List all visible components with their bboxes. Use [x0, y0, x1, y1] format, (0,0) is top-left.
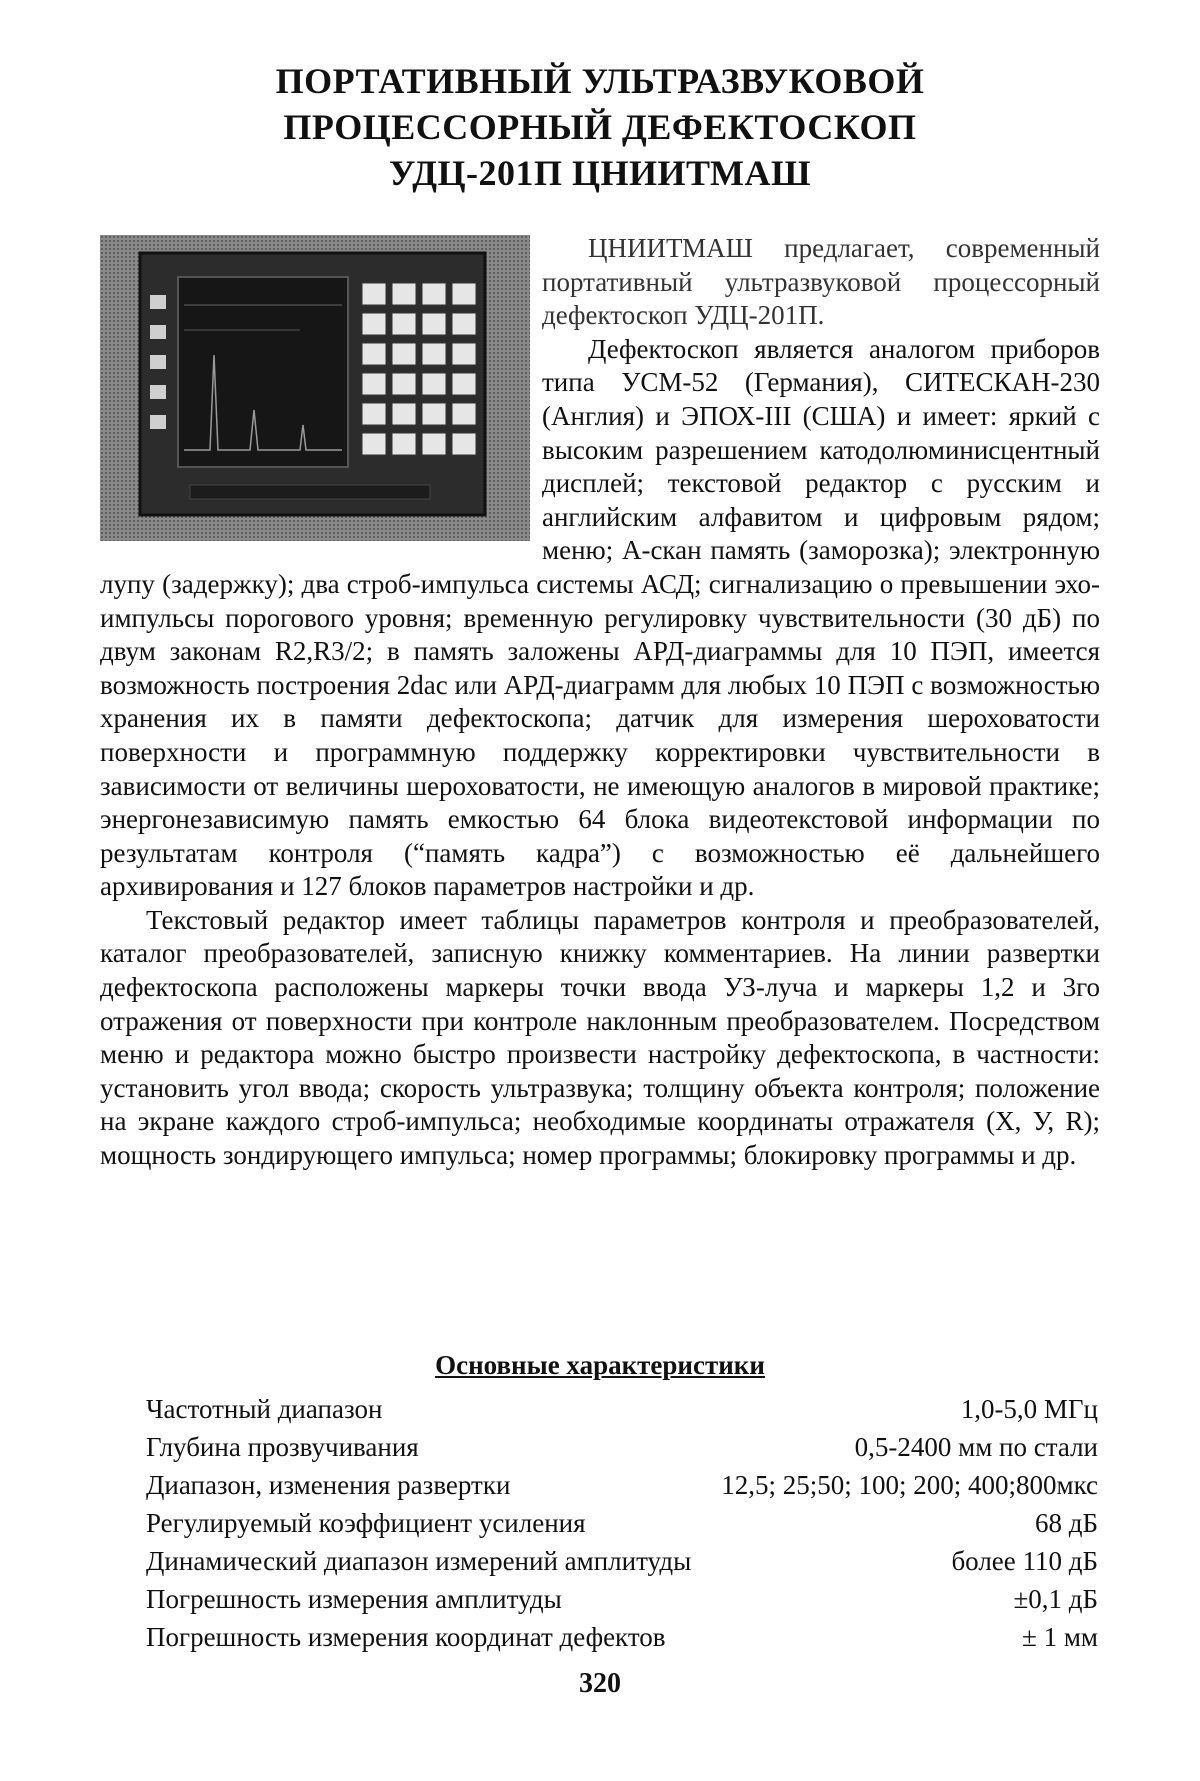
- specs-table: [146, 1390, 1098, 1656]
- spec-value: 68 дБ: [1035, 1507, 1098, 1538]
- spec-value: 0,5-2400 мм по стали: [854, 1431, 1098, 1462]
- spec-value: 12,5; 25;50; 100; 200; 400;800мкс: [721, 1469, 1098, 1500]
- spec-row: [146, 1542, 1098, 1580]
- article-body: [100, 232, 1100, 1173]
- spec-row: [146, 1580, 1098, 1618]
- spec-label: Регулируемый коэффициент усиления: [146, 1507, 586, 1538]
- spec-value: 1,0-5,0 МГц: [960, 1393, 1098, 1424]
- editor-paragraph: Текстовый редактор имеет таблицы параметров контроля и преобразователей, каталог преобразователей, записную книжку комментариев. На линии развертки дефектоскопа расположены маркеры точки ввода УЗ-луча и маркеры 1,2 и 3го отражения от поверхности при контроле наклонным преобразователем. Посредством меню и редактора можно быстро произвести настройку дефектоскопа, в частности: установить угол ввода; скорость ультразвука; толщину объекта контроля; положение на экране каждого строб-импульса; необходимые координаты отражателя (X, У, R); мощность зондирующего импульса; номер программы; блокировку программы и др.: [100, 904, 1100, 1171]
- spec-row: [146, 1466, 1098, 1504]
- intro-paragraph: ЦНИИТМАШ предлагает, современный портативный ультразвуковой процессорный дефектоскоп УДЦ-201П.: [542, 233, 1100, 331]
- title-line: ПОРТАТИВНЫЙ УЛЬТРАЗВУКОВОЙ: [275, 61, 925, 101]
- spec-label: Диапазон, изменения развертки: [146, 1469, 511, 1500]
- spec-label: Частотный диапазон: [146, 1393, 383, 1424]
- spec-value: ± 1 мм: [1022, 1621, 1098, 1652]
- spec-row: [146, 1504, 1098, 1542]
- features-paragraph: Дефектоскоп является аналогом приборов типа УСМ-52 (Германия), СИТЕСКАН-230 (Англия) и ЭПОХ-III (США) и имеет: яркий с высоким разрешением катодолюминисцентный дисплей; текстовой редактор с русским и английским алфавитом и цифровым рядом; меню; А-скан память (заморозка); электронную лупу (задержку); два строб-импульса системы АСД; сигнализацию о превышении эхо-импульсы порогового уровня; временную регулировку чувствительности (30 дБ) по двум законам R2,R3/2; в память заложены АРД-диаграммы для 10 ПЭП, имеется возможность построения 2dac или АРД-диаграмм для любых 10 ПЭП с возможностью хранения их в памяти дефектоскопа; датчик для измерения шероховатости поверхности и программную поддержку корректировки чувствительности в зависимости от величины шероховатости, не имеющую аналогов в мировой практике; энергонезависимую память емкостью 64 блока видеотекстовой информации по результатам контроля (“память кадра”) с возможностью её дальнейшего архивирования и 127 блоков параметров настройки и др.: [100, 333, 1100, 902]
- specs-heading: Основные характеристики: [435, 1350, 765, 1380]
- spec-label: Глубина прозвучивания: [146, 1431, 419, 1462]
- photo-wrap-space: [100, 232, 542, 558]
- spec-label: Погрешность измерения координат дефектов: [146, 1621, 666, 1652]
- spec-label: Погрешность измерения амплитуды: [146, 1583, 562, 1614]
- article-title: [150, 58, 1050, 196]
- spec-row: [146, 1428, 1098, 1466]
- page-number: 320: [579, 1668, 621, 1699]
- title-line: ПРОЦЕССОРНЫЙ ДЕФЕКТОСКОП: [283, 107, 917, 147]
- spec-row: [146, 1390, 1098, 1428]
- title-line: УДЦ-201П ЦНИИТМАШ: [388, 153, 812, 193]
- spec-row: [146, 1618, 1098, 1656]
- spec-label: Динамический диапазон измерений амплитуды: [146, 1545, 692, 1576]
- spec-value: более 110 дБ: [951, 1545, 1098, 1576]
- spec-value: ±0,1 дБ: [1013, 1583, 1098, 1614]
